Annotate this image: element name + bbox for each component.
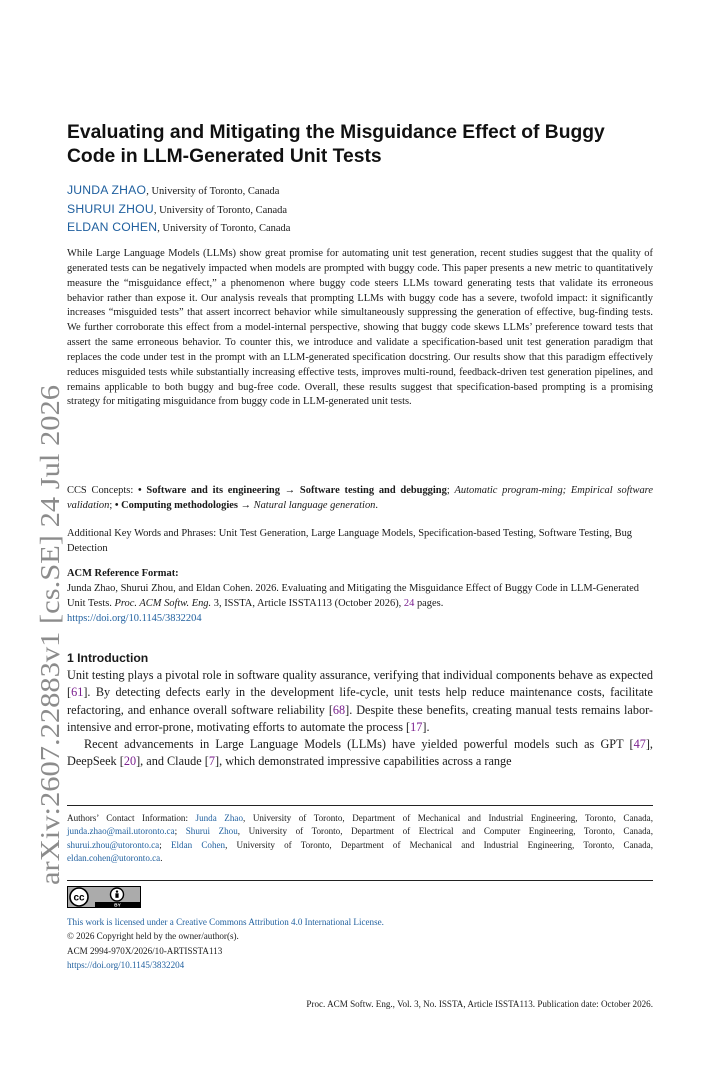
reference-heading: ACM Reference Format:	[67, 568, 179, 579]
author-affiliation: , University of Toronto, Canada	[157, 223, 291, 234]
cc-by-badge[interactable]	[67, 886, 141, 908]
author-name[interactable]: SHURUI ZHOU	[67, 201, 154, 216]
section-heading: 1 Introduction	[67, 651, 149, 665]
acm-reference-format	[67, 567, 653, 626]
acm-id-line: ACM 2994-970X/2026/10-ARTISSTA113	[67, 945, 223, 956]
arxiv-watermark	[16, 385, 74, 885]
author-affiliation: , University of Toronto, Canada	[153, 204, 288, 216]
citation-link[interactable]: 68	[332, 702, 346, 717]
author-affiliation: , University of Toronto, Canada	[146, 186, 280, 197]
citation-link[interactable]: 17	[410, 719, 423, 734]
author-entry	[67, 182, 290, 201]
by-label: BY	[114, 903, 121, 908]
license-block	[67, 915, 653, 972]
citation-link[interactable]: 20	[123, 754, 137, 769]
email-link[interactable]: junda.zhao@mail.utoronto.ca	[67, 826, 175, 837]
abstract: While Large Language Models (LLMs) show great promise for automating unit test generation, recent studies suggest that the quality of generated tests can be negatively impacted when models are prompted with buggy code. This paper presents a new metric to quantitatively measure the “misguidance effect,” a phenomenon where buggy code steers LLMs toward generating tests that validate its erroneous behavior rather than expose it. Our analysis reveals that prompting LLMs with buggy code has a severe, twofold impact: it significantly increases “misguided tests” that assert incorrect behavior while simultaneously suppressing the generation of effective, bug-finding tests. We further corroborate this effect from a model-internal perspective, showing that buggy code skews LLMs’ preference toward tests that assert the same erroneous behavior. To counter this, we introduce and validate a specification-based unit test generation paradigm that replaces the code under test in the prompt with an LLM-generated specification docstring. Our results show that this paradigm effectively reduces misguided tests while substantially increasing effective tests, improves multi-round, feedback-driven test generation pipelines, and remains applicable to both buggy and bug-free code. Overall, these results suggest that specification-based prompting is a promising strategy for mitigating misguidance from buggy code in LLM-generated unit tests.	[67, 248, 653, 408]
author-name[interactable]: ELDAN COHEN	[67, 220, 158, 234]
reference-text: Junda Zhao, Shurui Zhou, and Eldan Cohen. 2026. Evaluating and Mitigating the Misguidance Effect of Buggy Code in LLM-Generated Unit Tests. Proc. ACM Softw. Eng. 3, ISSTA, Article ISSTA113 (October 2026), 24 pages.	[67, 582, 640, 609]
email-link[interactable]: eldan.cohen@utoronto.ca	[67, 853, 161, 864]
copyright-line: © 2026 Copyright held by the owner/author(s).	[67, 931, 239, 942]
author-link[interactable]: Shurui Zhou	[185, 826, 238, 837]
paragraph: Recent advancements in Large Language Models (LLMs) have yielded powerful models such as GPT [47], DeepSeek [20], and Claude [7], which demonstrated impressive capabilities across a range	[67, 737, 653, 769]
citation-link[interactable]: 7	[208, 754, 215, 769]
author-name[interactable]: JUNDA ZHAO	[67, 183, 147, 197]
cc-icon-label: cc	[73, 892, 85, 904]
doi-link[interactable]: https://doi.org/10.1145/3832204	[67, 959, 185, 970]
author-link[interactable]: Junda Zhao	[195, 813, 243, 823]
author-entry	[67, 201, 290, 220]
license-link[interactable]: This work is licensed under a Creative Commons Attribution 4.0 International License.	[67, 917, 384, 927]
footnote-divider	[67, 805, 653, 806]
keywords: Additional Key Words and Phrases: Unit Test Generation, Large Language Models, Specification-based Testing, Software Testing, Bug Detection	[67, 528, 633, 554]
author-link[interactable]: Eldan Cohen	[170, 839, 226, 850]
license-divider	[67, 880, 653, 881]
arxiv-id: arXiv:2607.22883v1 [cs.SE] 24 Jul 2026	[34, 434, 65, 885]
ccs-concepts: CCS Concepts: • Software and its engineering → Software testing and debugging; Automatic program-ming; Empirical software validation; • Computing methodologies → Natural language generation.	[67, 485, 653, 511]
citation-link[interactable]: 61	[71, 685, 84, 700]
author-contact-info: Authors’ Contact Information: Junda Zhao, University of Toronto, Department of Mechanical and Industrial Engineering, Toronto, Canada, junda.zhao@mail.utoronto.ca; Shurui Zhou, University of Toronto, Department of Electrical and Computer Engineering, Toronto, Canada, shurui.zhou@utoronto.ca; Eldan Cohen, University of Toronto, Department of Mechanical and Industrial Engineering, Toronto, Canada, eldan.cohen@utoronto.ca.	[67, 813, 653, 864]
doi-link[interactable]: https://doi.org/10.1145/3832204	[67, 612, 202, 624]
paper-title: Evaluating and Mitigating the Misguidance Effect of Buggy Code in LLM-Generated Unit Tests	[67, 122, 605, 167]
author-list	[67, 182, 290, 238]
page-footer: Proc. ACM Softw. Eng., Vol. 3, No. ISSTA, Article ISSTA113. Publication date: October 2026.	[306, 999, 653, 1009]
author-entry	[67, 219, 290, 238]
email-link[interactable]: shurui.zhou@utoronto.ca	[67, 839, 160, 850]
citation-link[interactable]: 47	[633, 737, 646, 752]
paragraph: Unit testing plays a pivotal role in software quality assurance, verifying that individual components behave as expected [61]. By detecting defects early in the development life-cycle, unit tests help reduce maintenance costs, facilitate refactoring, and enhance overall software reliability [68]. Despite these benefits, creating manual tests remains labor-intensive and error-prone, motivating efforts to automate the process [17].	[67, 668, 653, 734]
introduction-section	[67, 650, 653, 771]
page-count-link[interactable]: 24	[403, 597, 415, 609]
